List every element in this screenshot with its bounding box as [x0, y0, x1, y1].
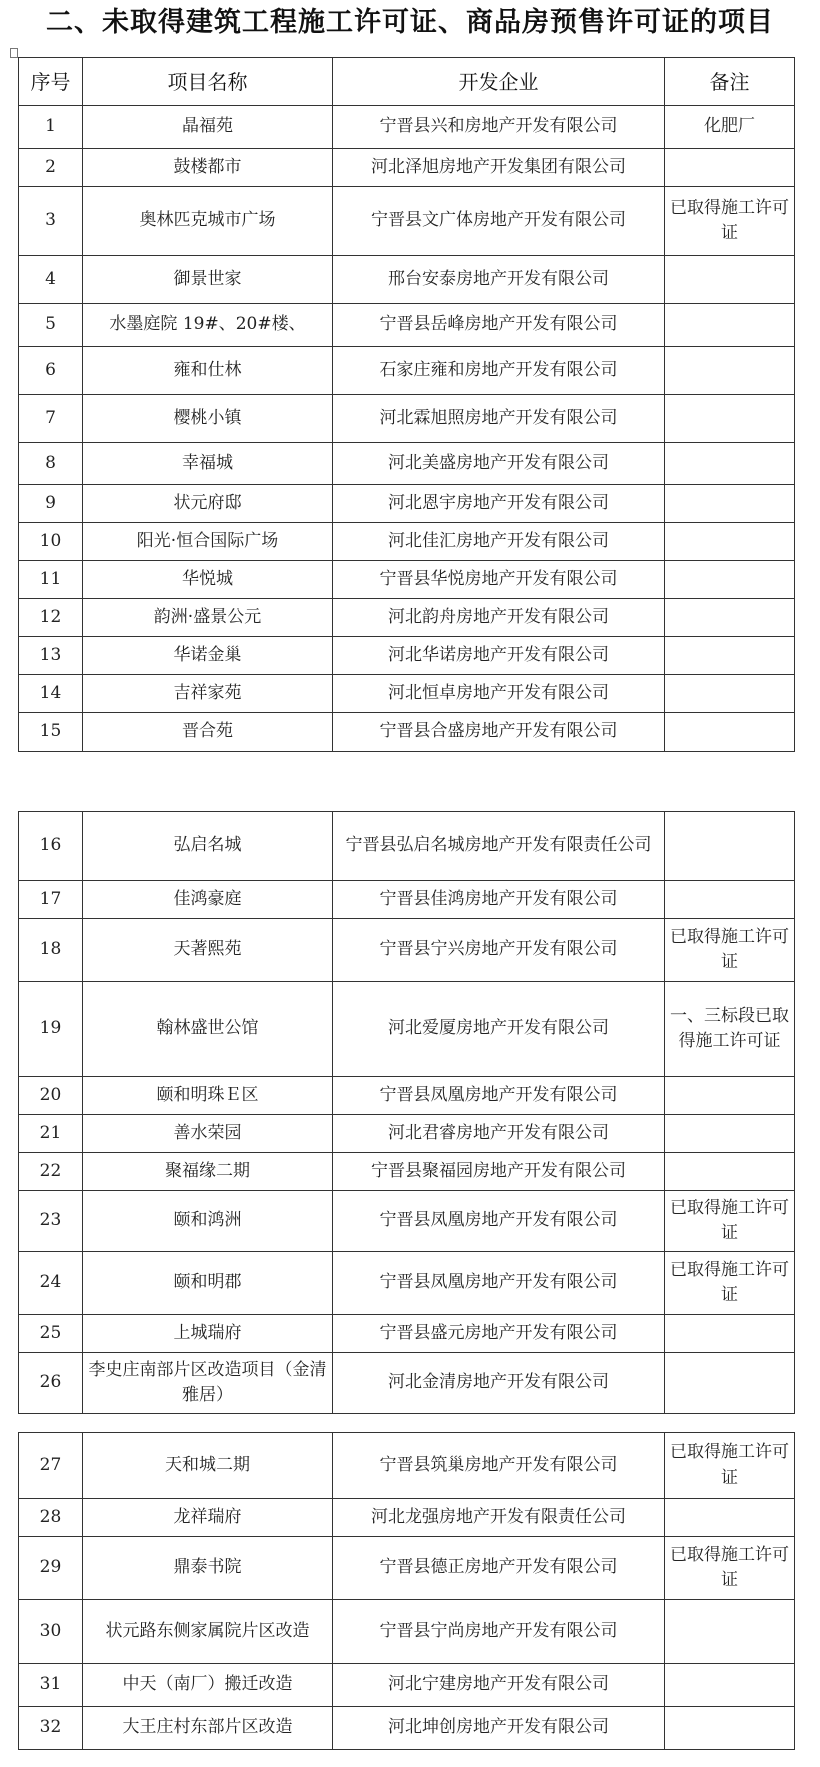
project-name: 华诺金巢 [83, 637, 333, 675]
table-row [19, 919, 795, 982]
project-name: 中天（南厂）搬迁改造 [83, 1664, 333, 1707]
project-name: 状元府邸 [83, 485, 333, 523]
table-row [19, 1600, 795, 1664]
developer-company: 宁晋县凤凰房地产开发有限公司 [333, 1191, 665, 1252]
table-row [19, 149, 795, 187]
table-row [19, 1115, 795, 1153]
remarks: 已取得施工许可证 [665, 1191, 795, 1252]
developer-company: 河北金清房地产开发有限公司 [333, 1353, 665, 1414]
row-number: 28 [19, 1499, 83, 1537]
row-number: 29 [19, 1537, 83, 1600]
developer-company: 河北佳汇房地产开发有限公司 [333, 523, 665, 561]
row-number: 2 [19, 149, 83, 187]
table-row [19, 599, 795, 637]
project-name: 弘启名城 [83, 812, 333, 881]
developer-company: 河北韵舟房地产开发有限公司 [333, 599, 665, 637]
remarks [665, 1315, 795, 1353]
project-name: 天和城二期 [83, 1433, 333, 1499]
project-name: 状元路东侧家属院片区改造 [83, 1600, 333, 1664]
remarks [665, 1499, 795, 1537]
row-number: 14 [19, 675, 83, 713]
table-row [19, 395, 795, 443]
table-row [19, 1315, 795, 1353]
developer-company: 宁晋县兴和房地产开发有限公司 [333, 106, 665, 149]
remarks [665, 561, 795, 599]
developer-company: 宁晋县弘启名城房地产开发有限责任公司 [333, 812, 665, 881]
developer-company: 宁晋县聚福园房地产开发有限公司 [333, 1153, 665, 1191]
remarks [665, 304, 795, 347]
table-row [19, 713, 795, 752]
developer-company: 宁晋县凤凰房地产开发有限公司 [333, 1252, 665, 1315]
developer-company: 宁晋县德正房地产开发有限公司 [333, 1537, 665, 1600]
remarks [665, 1153, 795, 1191]
project-name: 翰林盛世公馆 [83, 982, 333, 1077]
row-number: 32 [19, 1707, 83, 1750]
developer-company: 河北君睿房地产开发有限公司 [333, 1115, 665, 1153]
project-name: 晋合苑 [83, 713, 333, 752]
row-number: 6 [19, 347, 83, 395]
row-number: 16 [19, 812, 83, 881]
project-name: 善水荣园 [83, 1115, 333, 1153]
project-name: 佳鸿豪庭 [83, 881, 333, 919]
row-number: 9 [19, 485, 83, 523]
remarks [665, 149, 795, 187]
remarks [665, 443, 795, 485]
project-name: 雍和仕林 [83, 347, 333, 395]
remarks: 已取得施工许可证 [665, 187, 795, 256]
remarks [665, 395, 795, 443]
project-name: 樱桃小镇 [83, 395, 333, 443]
project-name: 华悦城 [83, 561, 333, 599]
row-number: 5 [19, 304, 83, 347]
developer-company: 河北恒卓房地产开发有限公司 [333, 675, 665, 713]
developer-company: 河北华诺房地产开发有限公司 [333, 637, 665, 675]
table-row [19, 637, 795, 675]
project-name: 阳光·恒合国际广场 [83, 523, 333, 561]
table-row [19, 106, 795, 149]
table-row [19, 675, 795, 713]
developer-company: 邢台安泰房地产开发有限公司 [333, 256, 665, 304]
project-name: 李史庄南部片区改造项目（金清雅居） [83, 1353, 333, 1414]
header-remarks: 备注 [665, 58, 795, 106]
table-row [19, 881, 795, 919]
row-number: 8 [19, 443, 83, 485]
row-number: 19 [19, 982, 83, 1077]
row-number: 23 [19, 1191, 83, 1252]
project-table-part-1 [18, 57, 795, 752]
table-row [19, 1707, 795, 1750]
table-row [19, 1153, 795, 1191]
table-row [19, 523, 795, 561]
table-row [19, 1252, 795, 1315]
row-number: 21 [19, 1115, 83, 1153]
project-name: 天著熙苑 [83, 919, 333, 982]
remarks [665, 523, 795, 561]
remarks [665, 1115, 795, 1153]
remarks [665, 713, 795, 752]
remarks [665, 256, 795, 304]
table-row [19, 812, 795, 881]
header-developer: 开发企业 [333, 58, 665, 106]
developer-company: 宁晋县岳峰房地产开发有限公司 [333, 304, 665, 347]
project-name: 晶福苑 [83, 106, 333, 149]
project-name: 韵洲·盛景公元 [83, 599, 333, 637]
project-name: 鼓楼都市 [83, 149, 333, 187]
remarks [665, 881, 795, 919]
table-row [19, 1353, 795, 1414]
remarks: 一、三标段已取得施工许可证 [665, 982, 795, 1077]
developer-company: 宁晋县筑巢房地产开发有限公司 [333, 1433, 665, 1499]
remarks: 已取得施工许可证 [665, 1433, 795, 1499]
table-row [19, 1433, 795, 1499]
developer-company: 河北泽旭房地产开发集团有限公司 [333, 149, 665, 187]
developer-company: 宁晋县华悦房地产开发有限公司 [333, 561, 665, 599]
row-number: 1 [19, 106, 83, 149]
table-header-row [19, 58, 795, 106]
table-row [19, 1191, 795, 1252]
row-number: 11 [19, 561, 83, 599]
table-row [19, 561, 795, 599]
remarks [665, 599, 795, 637]
developer-company: 河北恩宇房地产开发有限公司 [333, 485, 665, 523]
row-number: 12 [19, 599, 83, 637]
table-row [19, 1664, 795, 1707]
row-number: 17 [19, 881, 83, 919]
row-number: 18 [19, 919, 83, 982]
remarks [665, 812, 795, 881]
project-name: 聚福缘二期 [83, 1153, 333, 1191]
table-row [19, 1499, 795, 1537]
row-number: 26 [19, 1353, 83, 1414]
table-row [19, 443, 795, 485]
project-name: 水墨庭院 19#、20#楼、 [83, 304, 333, 347]
project-name: 奥林匹克城市广场 [83, 187, 333, 256]
remarks: 已取得施工许可证 [665, 919, 795, 982]
developer-company: 宁晋县宁兴房地产开发有限公司 [333, 919, 665, 982]
row-number: 20 [19, 1077, 83, 1115]
project-name: 颐和明珠Ｅ区 [83, 1077, 333, 1115]
developer-company: 宁晋县盛元房地产开发有限公司 [333, 1315, 665, 1353]
project-table-part-3 [18, 1432, 795, 1750]
project-name: 鼎泰书院 [83, 1537, 333, 1600]
project-table-part-2 [18, 811, 795, 1414]
row-number: 31 [19, 1664, 83, 1707]
developer-company: 河北爱厦房地产开发有限公司 [333, 982, 665, 1077]
row-number: 24 [19, 1252, 83, 1315]
row-number: 7 [19, 395, 83, 443]
developer-company: 宁晋县凤凰房地产开发有限公司 [333, 1077, 665, 1115]
remarks: 化肥厂 [665, 106, 795, 149]
table-row [19, 304, 795, 347]
row-number: 13 [19, 637, 83, 675]
document-title: 二、未取得建筑工程施工许可证、商品房预售许可证的项目 [46, 7, 774, 38]
remarks [665, 1077, 795, 1115]
developer-company: 宁晋县佳鸿房地产开发有限公司 [333, 881, 665, 919]
remarks: 已取得施工许可证 [665, 1537, 795, 1600]
developer-company: 宁晋县宁尚房地产开发有限公司 [333, 1600, 665, 1664]
project-name: 颐和明郡 [83, 1252, 333, 1315]
row-number: 27 [19, 1433, 83, 1499]
project-name: 大王庄村东部片区改造 [83, 1707, 333, 1750]
table-row [19, 485, 795, 523]
project-name: 吉祥家苑 [83, 675, 333, 713]
row-number: 25 [19, 1315, 83, 1353]
remarks [665, 637, 795, 675]
row-number: 4 [19, 256, 83, 304]
remarks [665, 675, 795, 713]
developer-company: 宁晋县文广体房地产开发有限公司 [333, 187, 665, 256]
table-row [19, 1537, 795, 1600]
header-no: 序号 [19, 58, 83, 106]
remarks: 已取得施工许可证 [665, 1252, 795, 1315]
table-row [19, 347, 795, 395]
project-name: 上城瑞府 [83, 1315, 333, 1353]
remarks [665, 347, 795, 395]
developer-company: 石家庄雍和房地产开发有限公司 [333, 347, 665, 395]
row-number: 30 [19, 1600, 83, 1664]
developer-company: 河北宁建房地产开发有限公司 [333, 1664, 665, 1707]
project-name: 颐和鸿洲 [83, 1191, 333, 1252]
table-row [19, 256, 795, 304]
table-row [19, 1077, 795, 1115]
table-row [19, 982, 795, 1077]
header-project-name: 项目名称 [83, 58, 333, 106]
remarks [665, 485, 795, 523]
developer-company: 河北坤创房地产开发有限公司 [333, 1707, 665, 1750]
table-row [19, 187, 795, 256]
project-name: 龙祥瑞府 [83, 1499, 333, 1537]
developer-company: 宁晋县合盛房地产开发有限公司 [333, 713, 665, 752]
remarks [665, 1664, 795, 1707]
row-number: 15 [19, 713, 83, 752]
anchor-marker [10, 48, 18, 58]
developer-company: 河北龙强房地产开发有限责任公司 [333, 1499, 665, 1537]
developer-company: 河北美盛房地产开发有限公司 [333, 443, 665, 485]
project-name: 御景世家 [83, 256, 333, 304]
project-name: 幸福城 [83, 443, 333, 485]
remarks [665, 1600, 795, 1664]
row-number: 3 [19, 187, 83, 256]
row-number: 10 [19, 523, 83, 561]
row-number: 22 [19, 1153, 83, 1191]
remarks [665, 1707, 795, 1750]
developer-company: 河北霖旭照房地产开发有限公司 [333, 395, 665, 443]
remarks [665, 1353, 795, 1414]
